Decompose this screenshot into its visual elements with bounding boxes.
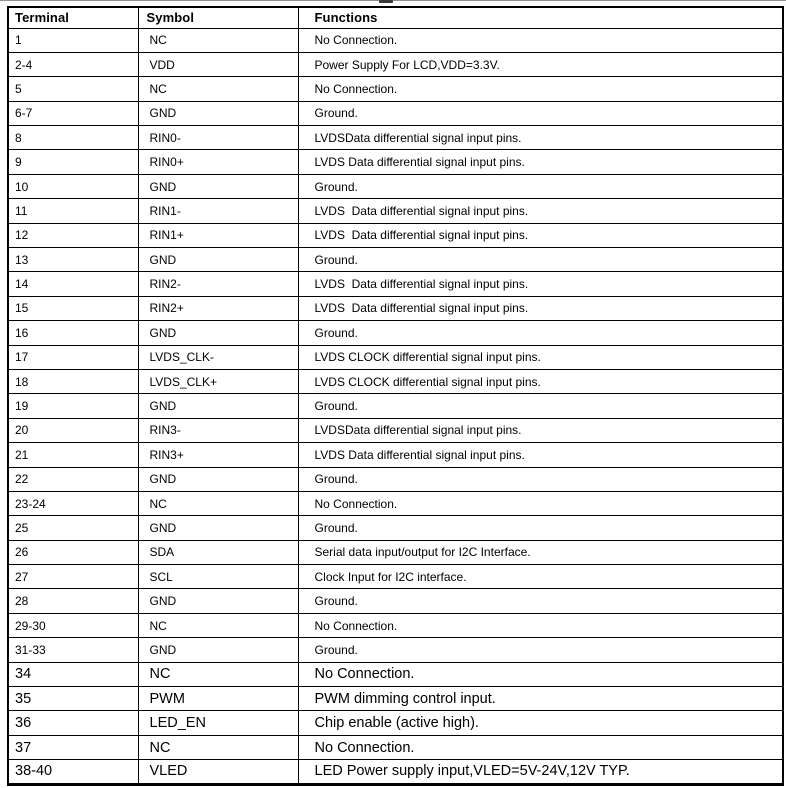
symbol-cell: GND: [138, 638, 298, 662]
functions-cell: Ground.: [298, 638, 783, 662]
clipped-text-fragment: [379, 0, 393, 3]
terminal-cell: 25: [8, 516, 138, 540]
table-row: [8, 613, 783, 637]
table-row: [8, 28, 783, 52]
terminal-cell: 36: [8, 711, 138, 735]
symbol-cell: VDD: [138, 52, 298, 76]
table-row: [8, 711, 783, 735]
clipped-content-line: [0, 0, 786, 1]
terminal-cell: 17: [8, 345, 138, 369]
table-row: [8, 589, 783, 613]
column-header-terminal: Terminal: [8, 7, 138, 28]
functions-cell: LVDSData differential signal input pins.: [298, 126, 783, 150]
table-row: [8, 760, 783, 784]
symbol-cell: GND: [138, 467, 298, 491]
table-row: [8, 394, 783, 418]
terminal-cell: 13: [8, 248, 138, 272]
terminal-cell: 20: [8, 418, 138, 442]
functions-cell: LVDSData differential signal input pins.: [298, 418, 783, 442]
table-row: [8, 662, 783, 686]
functions-cell: Serial data input/output for I2C Interface.: [298, 540, 783, 564]
table-row: [8, 735, 783, 759]
table-row: [8, 101, 783, 125]
table-row: [8, 150, 783, 174]
table-row: [8, 126, 783, 150]
functions-cell: No Connection.: [298, 613, 783, 637]
symbol-cell: NC: [138, 28, 298, 52]
functions-cell: No Connection.: [298, 735, 783, 759]
symbol-cell: RIN1-: [138, 199, 298, 223]
table-row: [8, 369, 783, 393]
table-row: [8, 321, 783, 345]
table-row: [8, 345, 783, 369]
symbol-cell: GND: [138, 394, 298, 418]
symbol-cell: RIN0+: [138, 150, 298, 174]
functions-cell: PWM dimming control input.: [298, 687, 783, 711]
functions-cell: Ground.: [298, 321, 783, 345]
functions-cell: Clock Input for I2C interface.: [298, 565, 783, 589]
functions-cell: LVDS CLOCK differential signal input pins.: [298, 345, 783, 369]
terminal-cell: 34: [8, 662, 138, 686]
symbol-cell: SCL: [138, 565, 298, 589]
table-row: [8, 296, 783, 320]
terminal-cell: 22: [8, 467, 138, 491]
symbol-cell: GND: [138, 101, 298, 125]
symbol-cell: RIN3-: [138, 418, 298, 442]
terminal-cell: 1: [8, 28, 138, 52]
terminal-cell: 15: [8, 296, 138, 320]
functions-cell: LVDS CLOCK differential signal input pins.: [298, 369, 783, 393]
table-row: [8, 52, 783, 76]
terminal-cell: 31-33: [8, 638, 138, 662]
terminal-cell: 6-7: [8, 101, 138, 125]
column-header-symbol: Symbol: [138, 7, 298, 28]
terminal-cell: 12: [8, 223, 138, 247]
functions-cell: LED Power supply input,VLED=5V-24V,12V TYP.: [298, 760, 783, 784]
header-row: [8, 7, 783, 28]
table-row: [8, 443, 783, 467]
table-row: [8, 467, 783, 491]
symbol-cell: GND: [138, 248, 298, 272]
terminal-cell: 16: [8, 321, 138, 345]
symbol-cell: NC: [138, 662, 298, 686]
functions-cell: LVDS Data differential signal input pins.: [298, 199, 783, 223]
column-header-functions: Functions: [298, 7, 783, 28]
functions-cell: Ground.: [298, 174, 783, 198]
symbol-cell: NC: [138, 491, 298, 515]
symbol-cell: VLED: [138, 760, 298, 784]
terminal-cell: 35: [8, 687, 138, 711]
pin-functions-table: [7, 6, 784, 786]
symbol-cell: RIN2-: [138, 272, 298, 296]
functions-cell: No Connection.: [298, 662, 783, 686]
terminal-cell: 37: [8, 735, 138, 759]
symbol-cell: LVDS_CLK+: [138, 369, 298, 393]
symbol-cell: GND: [138, 321, 298, 345]
table-row: [8, 223, 783, 247]
functions-cell: Power Supply For LCD,VDD=3.3V.: [298, 52, 783, 76]
symbol-cell: NC: [138, 613, 298, 637]
terminal-cell: 19: [8, 394, 138, 418]
functions-cell: No Connection.: [298, 491, 783, 515]
table-row: [8, 516, 783, 540]
table-row: [8, 199, 783, 223]
functions-cell: Chip enable (active high).: [298, 711, 783, 735]
symbol-cell: GND: [138, 516, 298, 540]
table-row: [8, 638, 783, 662]
terminal-cell: 27: [8, 565, 138, 589]
terminal-cell: 18: [8, 369, 138, 393]
terminal-cell: 5: [8, 77, 138, 101]
symbol-cell: PWM: [138, 687, 298, 711]
symbol-cell: LED_EN: [138, 711, 298, 735]
terminal-cell: 28: [8, 589, 138, 613]
terminal-cell: 2-4: [8, 52, 138, 76]
functions-cell: Ground.: [298, 589, 783, 613]
table-row: [8, 248, 783, 272]
terminal-cell: 14: [8, 272, 138, 296]
functions-cell: Ground.: [298, 394, 783, 418]
terminal-cell: 23-24: [8, 491, 138, 515]
symbol-cell: GND: [138, 174, 298, 198]
terminal-cell: 10: [8, 174, 138, 198]
symbol-cell: RIN1+: [138, 223, 298, 247]
symbol-cell: RIN0-: [138, 126, 298, 150]
symbol-cell: RIN2+: [138, 296, 298, 320]
table-row: [8, 174, 783, 198]
functions-cell: LVDS Data differential signal input pins.: [298, 272, 783, 296]
terminal-cell: 9: [8, 150, 138, 174]
symbol-cell: RIN3+: [138, 443, 298, 467]
terminal-cell: 38-40: [8, 760, 138, 784]
symbol-cell: GND: [138, 589, 298, 613]
symbol-cell: LVDS_CLK-: [138, 345, 298, 369]
table-row: [8, 418, 783, 442]
symbol-cell: SDA: [138, 540, 298, 564]
functions-cell: Ground.: [298, 467, 783, 491]
table-row: [8, 540, 783, 564]
symbol-cell: NC: [138, 77, 298, 101]
functions-cell: Ground.: [298, 101, 783, 125]
functions-cell: LVDS Data differential signal input pins.: [298, 296, 783, 320]
terminal-cell: 26: [8, 540, 138, 564]
terminal-cell: 29-30: [8, 613, 138, 637]
symbol-cell: NC: [138, 735, 298, 759]
table-row: [8, 77, 783, 101]
table-row: [8, 491, 783, 515]
terminal-cell: 21: [8, 443, 138, 467]
functions-cell: Ground.: [298, 516, 783, 540]
functions-cell: LVDS Data differential signal input pins.: [298, 223, 783, 247]
functions-cell: LVDS Data differential signal input pins.: [298, 150, 783, 174]
functions-cell: No Connection.: [298, 28, 783, 52]
table-row: [8, 687, 783, 711]
table-row: [8, 565, 783, 589]
functions-cell: Ground.: [298, 248, 783, 272]
table-row: [8, 272, 783, 296]
functions-cell: LVDS Data differential signal input pins.: [298, 443, 783, 467]
functions-cell: No Connection.: [298, 77, 783, 101]
terminal-cell: 8: [8, 126, 138, 150]
terminal-cell: 11: [8, 199, 138, 223]
